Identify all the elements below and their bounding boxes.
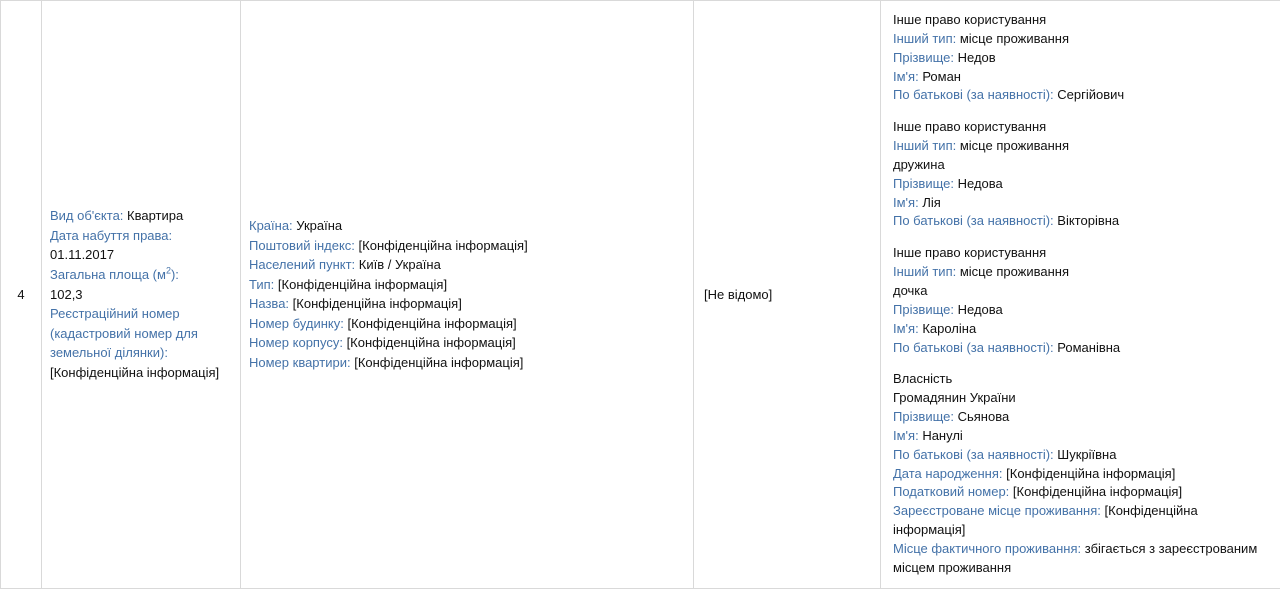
right-firstname-value: Лія <box>922 194 941 210</box>
total-area-value-line <box>50 285 232 305</box>
right-other-type-line <box>893 263 1273 282</box>
right-birthdate-value: [Конфіденційна інформація] <box>1006 465 1176 481</box>
rights-list <box>881 1 1280 588</box>
right-patronymic-label: По батькові (за наявності): <box>893 213 1054 229</box>
acquisition-date-value: 01.11.2017 <box>50 247 115 263</box>
right-relation-value: дружина <box>893 156 945 172</box>
acquisition-date-label: Дата набуття права: <box>50 227 173 243</box>
right-other-type-value: місце проживання <box>959 30 1070 46</box>
acquisition-date-value-line <box>50 245 232 265</box>
address-country-label: Країна: <box>249 218 293 234</box>
right-registered-residence-line <box>893 502 1273 540</box>
right-lastname-label: Прізвище: <box>893 175 954 191</box>
right-firstname-line <box>893 320 1273 339</box>
right-citizenship-value: Громадянин України <box>893 390 1016 406</box>
address-details <box>241 210 693 378</box>
address-locality-label: Населений пункт: <box>249 257 356 273</box>
address-house-number-value: [Конфіденційна інформація] <box>347 315 517 331</box>
right-type-line <box>893 11 1273 30</box>
right-type-line <box>893 244 1273 263</box>
right-lastname-value: Недова <box>957 175 1003 191</box>
right-type-value: Власність <box>893 371 953 387</box>
address-apartment-number-label: Номер квартири: <box>249 354 351 370</box>
rights-group <box>893 11 1273 105</box>
address-cell <box>241 1 694 589</box>
registration-number-value-line <box>50 363 232 383</box>
right-other-type-value: місце проживання <box>959 138 1070 154</box>
right-other-type-label: Інший тип: <box>893 30 957 46</box>
right-lastname-value: Недов <box>957 49 996 65</box>
right-firstname-label: Ім'я: <box>893 427 919 443</box>
address-street-name-value: [Конфіденційна інформація] <box>292 296 462 312</box>
right-lastname-line <box>893 175 1273 194</box>
right-citizenship-line <box>893 389 1273 408</box>
table-row <box>1 1 1280 589</box>
right-other-type-line <box>893 137 1273 156</box>
address-building-number-value: [Конфіденційна інформація] <box>346 335 516 351</box>
total-area-label: Загальна площа $(м^2)$: <box>50 265 179 283</box>
object-details <box>42 200 240 388</box>
right-lastname-label: Прізвище: <box>893 301 954 317</box>
right-lastname-label: Прізвище: <box>893 49 954 65</box>
right-type-line <box>893 118 1273 137</box>
registration-number-label: Реєстраційний номер (кадастровий номер для земельної ділянки): <box>50 306 198 361</box>
address-building-number-line <box>249 333 685 353</box>
right-registered-residence-label: Зареєстроване місце проживання: <box>893 503 1101 519</box>
object-kind-value: Квартира <box>127 208 184 224</box>
object-kind-label: Вид об'єкта: <box>50 208 124 224</box>
right-actual-residence-label: Місце фактичного проживання: <box>893 540 1082 556</box>
address-street-type-label: Тип: <box>249 276 275 292</box>
right-birthdate-line <box>893 465 1273 484</box>
address-locality-value: Київ / Україна <box>358 257 441 273</box>
address-street-name-line <box>249 294 685 314</box>
right-other-type-label: Інший тип: <box>893 264 957 280</box>
rights-cell <box>881 1 1280 589</box>
address-street-type-value: [Конфіденційна інформація] <box>277 276 448 292</box>
right-lastname-line <box>893 408 1273 427</box>
rights-group <box>893 370 1273 577</box>
right-lastname-value: Недова <box>957 301 1003 317</box>
right-birthdate-label: Дата народження: <box>893 465 1003 481</box>
object-cell <box>42 1 241 589</box>
right-firstname-label: Ім'я: <box>893 320 919 336</box>
row-index: 4 <box>17 286 25 302</box>
total-area-value: 102,3 <box>50 286 83 302</box>
right-firstname-value: Роман <box>922 68 961 84</box>
right-patronymic-label: По батькові (за наявності): <box>893 87 1054 103</box>
right-patronymic-label: По батькові (за наявності): <box>893 339 1054 355</box>
registration-number-value: [Конфіденційна інформація] <box>50 364 220 380</box>
right-lastname-label: Прізвище: <box>893 409 954 425</box>
address-apartment-number-value: [Конфіденційна інформація] <box>354 354 524 370</box>
address-building-number-label: Номер корпусу: <box>249 335 343 351</box>
rights-group <box>893 118 1273 231</box>
right-patronymic-label: По батькові (за наявності): <box>893 446 1054 462</box>
address-country-line <box>249 216 685 236</box>
right-type-line <box>893 370 1273 389</box>
right-lastname-line <box>893 301 1273 320</box>
right-firstname-line <box>893 68 1273 87</box>
address-house-number-line <box>249 314 685 334</box>
total-area-label-line <box>50 265 232 285</box>
right-patronymic-line <box>893 86 1273 105</box>
right-type-value: Інше право користування <box>893 245 1047 261</box>
right-firstname-line <box>893 427 1273 446</box>
right-patronymic-value: Сергійович <box>1057 87 1125 103</box>
right-patronymic-line <box>893 339 1273 358</box>
right-patronymic-line <box>893 212 1273 231</box>
right-other-type-label: Інший тип: <box>893 138 957 154</box>
right-actual-residence-value: збігається з зареєстрованим місцем проживання <box>893 540 1258 575</box>
address-house-number-label: Номер будинку: <box>249 315 344 331</box>
right-patronymic-value: Вікторівна <box>1057 213 1120 229</box>
right-lastname-line <box>893 49 1273 68</box>
right-taxnumber-value: [Конфіденційна інформація] <box>1012 484 1183 500</box>
right-patronymic-value: Шукріївна <box>1057 446 1117 462</box>
right-firstname-label: Ім'я: <box>893 194 919 210</box>
right-firstname-value: Кароліна <box>922 320 977 336</box>
right-firstname-line <box>893 194 1273 213</box>
right-type-value: Інше право користування <box>893 119 1047 135</box>
address-apartment-number-line <box>249 353 685 373</box>
address-locality-line <box>249 255 685 275</box>
right-registered-residence-value: [Конфіденційна інформація] <box>893 503 1198 538</box>
rights-group <box>893 244 1273 357</box>
address-street-type-line <box>249 275 685 295</box>
right-patronymic-line <box>893 446 1273 465</box>
address-postcode-line <box>249 236 685 256</box>
address-postcode-label: Поштовий індекс: <box>249 237 355 253</box>
right-patronymic-value: Романівна <box>1057 339 1121 355</box>
right-firstname-value: Нанулі <box>922 427 963 443</box>
row-index-cell <box>1 1 42 589</box>
acquisition-date-label-line <box>50 226 232 246</box>
right-actual-residence-line <box>893 540 1273 578</box>
right-relation-value: дочка <box>893 282 928 298</box>
address-postcode-value: [Конфіденційна інформація] <box>358 237 528 253</box>
cost-cell <box>694 1 881 589</box>
right-taxnumber-line <box>893 483 1273 502</box>
right-lastname-value: Сьянова <box>957 409 1010 425</box>
square-meter-superscript: 2 <box>165 265 171 276</box>
right-other-type-value: місце проживання <box>959 264 1070 280</box>
right-relation-line <box>893 282 1273 301</box>
registration-number-label-line <box>50 304 232 363</box>
unknown-value: [Не відомо] <box>704 286 773 302</box>
object-kind-line <box>50 206 232 226</box>
address-street-name-label: Назва: <box>249 296 290 312</box>
right-firstname-label: Ім'я: <box>893 68 919 84</box>
right-relation-line <box>893 156 1273 175</box>
right-taxnumber-label: Податковий номер: <box>893 484 1010 500</box>
right-other-type-line <box>893 30 1273 49</box>
right-type-value: Інше право користування <box>893 12 1047 27</box>
address-country-value: Україна <box>296 218 343 234</box>
